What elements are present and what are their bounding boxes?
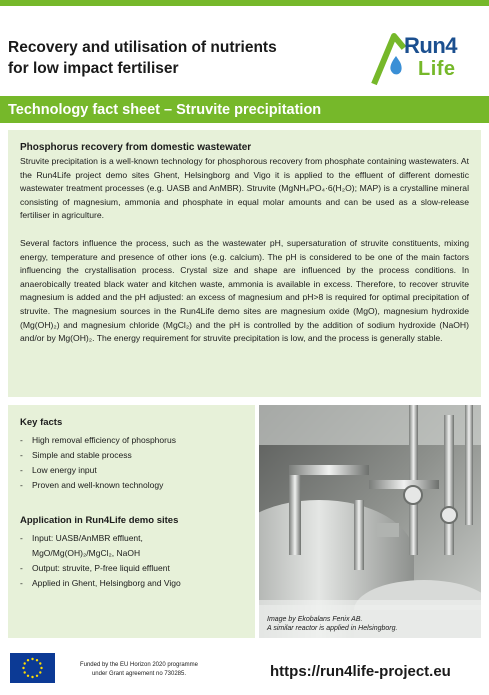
list-item: - Simple and stable process [20,450,132,460]
description-panel [8,130,481,397]
list-item: - Low energy input [20,465,97,475]
reactor-photo [259,405,481,638]
water-drop-icon [390,56,401,74]
key-facts-heading: Key facts [20,417,63,428]
logo-text-life: Life [418,58,456,80]
logo-text-run: Run4 [404,33,457,58]
photo-caption: Image by Ekobalans Fenix AB. A similar reactor is applied in Helsingborg. [267,616,398,632]
key-facts-panel [8,405,255,638]
list-item: - High removal efficiency of phosphorus [20,435,176,445]
eu-flag-icon [10,653,55,683]
run4life-logo [370,26,482,86]
subtitle-text: Technology fact sheet – Struvite precipitation [8,102,322,118]
list-item: - Proven and well-known technology [20,480,164,490]
list-item: - Output: struvite, P-free liquid effluent [20,563,170,573]
subtitle-banner [0,96,489,123]
key-facts-list [20,433,176,493]
list-item: - Applied in Ghent, Helsingborg and Vigo [20,578,181,588]
application-heading: Application in Run4Life demo sites [20,515,179,526]
section-heading: Phosphorus recovery from domestic wastewater [20,142,252,153]
logo-swoosh [374,36,404,84]
paragraph-factors: Several factors influence the process, such as the wastewater pH, supersaturation of struvite constituents, mixing energy, temperature and presence of other ions (e.g. calcium). The pH is considered to be one of the main factors influencing the crystallisation process. Crystal size and shape are influenced by the process conditions. In anaerobically treated black water and kitchen waste, ammonia is available in excess. Therefore, to recover struvite magnesium is added and the pH adjusted: an excess of magnesium and pH>8 is required for optimal precipitation of struvite. The magnesium sources in the Run4Life demo sites are magnesium oxide (MgO), magnesium hydroxide (Mg(OH)₂) and magnesium chloride (MgCl₂) and the pH is controlled by the addition of sodium hydroxide (NaOH) and/or by Mg(OH)₂. The energy requirement for struvite precipitation is low, and the process is generally stable. [20,238,469,344]
application-list [20,531,181,591]
list-item: MgO/Mg(OH)₂/MgCl₂, NaOH [32,548,141,558]
page-title: Recovery and utilisation of nutrients for low impact fertiliser [8,39,277,77]
funding-statement: Funded by the EU Horizon 2020 programme under Grant agreement no 730285. [79,662,199,677]
list-item: - Input: UASB/AnMBR effluent, [20,533,143,543]
project-website-link[interactable]: https://run4life-project.eu [270,663,451,680]
paragraph-intro: Struvite precipitation is a well-known technology for phosphorous recovery from phosphate containing wastewaters. At the Run4Life project demo sites Ghent, Helsingborg and Vigo it is applied to the effluent of different domestic wastewater treatment processes (e.g. UASB and AnMBR). Struvite (MgNH₄PO₄·6(H₂O); MAP) is a crystalline mineral consisting of magnesium, ammonia and phosphate in equal molar amounts and can be used as a slow-release fertiliser in agriculture. [20,156,469,221]
reactor-illustration [259,405,481,638]
